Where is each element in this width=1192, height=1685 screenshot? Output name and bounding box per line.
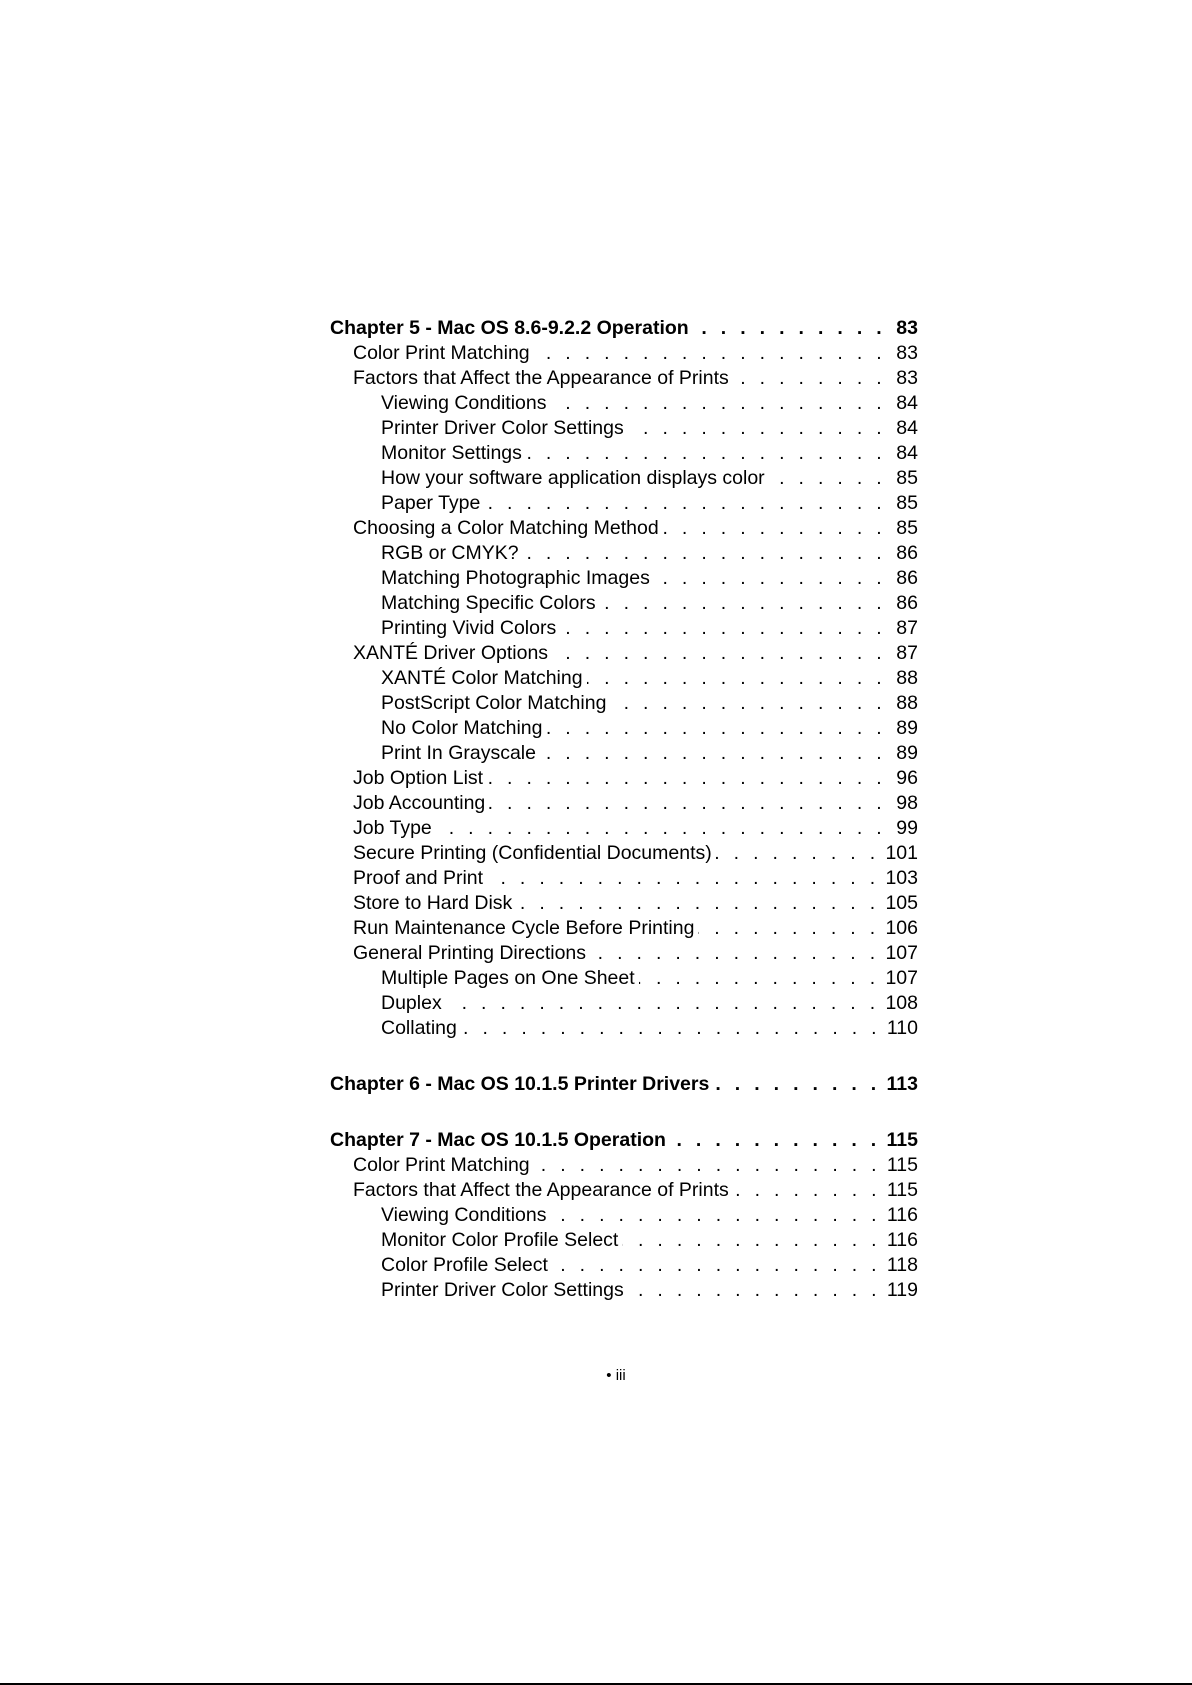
dot-leader bbox=[590, 941, 879, 966]
toc-entry-title: Factors that Affect the Appearance of Prints bbox=[353, 367, 729, 389]
toc-entry bbox=[330, 466, 918, 491]
toc-entry-page: 85 bbox=[896, 517, 918, 539]
dot-leader bbox=[487, 766, 886, 791]
toc-entry-page: 85 bbox=[896, 492, 918, 514]
toc-entry-title: Multiple Pages on One Sheet bbox=[381, 967, 635, 989]
page-number-footer: • iii bbox=[606, 1367, 626, 1384]
dot-leader bbox=[716, 841, 880, 866]
toc-entry-title: Paper Type bbox=[381, 492, 481, 514]
dot-leader bbox=[663, 516, 886, 541]
toc-entry bbox=[330, 441, 918, 466]
toc-entry-title: Matching Specific Colors bbox=[381, 592, 596, 614]
toc-entry-title: Duplex bbox=[381, 992, 442, 1014]
toc-entry-page: 83 bbox=[896, 342, 918, 364]
toc-entry bbox=[330, 1203, 918, 1228]
toc-entry-page: 101 bbox=[885, 842, 918, 864]
toc-entry bbox=[330, 416, 918, 441]
toc-chapter-entry bbox=[330, 1072, 918, 1097]
toc-entry-page: 118 bbox=[886, 1254, 918, 1276]
toc-entry-title: PostScript Color Matching bbox=[381, 692, 607, 714]
toc-entry-page: 98 bbox=[896, 792, 918, 814]
dot-leader bbox=[489, 791, 886, 816]
toc-entry bbox=[330, 991, 918, 1016]
dot-leader bbox=[487, 866, 879, 891]
toc-entry-page: 103 bbox=[885, 867, 918, 889]
toc-entry bbox=[330, 966, 918, 991]
toc-entry bbox=[330, 916, 918, 941]
toc-entry-title: XANTÉ Color Matching bbox=[381, 667, 583, 689]
toc-entry bbox=[330, 391, 918, 416]
toc-entry bbox=[330, 1178, 918, 1203]
dot-leader bbox=[693, 316, 886, 341]
dot-leader bbox=[540, 741, 886, 766]
dot-leader bbox=[628, 1278, 881, 1303]
dot-leader bbox=[769, 466, 886, 491]
toc-entry bbox=[330, 766, 918, 791]
dot-leader bbox=[552, 641, 886, 666]
toc-entry-title: No Color Matching bbox=[381, 717, 543, 739]
toc-entry bbox=[330, 841, 918, 866]
table-of-contents bbox=[330, 316, 918, 1303]
dot-leader bbox=[446, 991, 880, 1016]
toc-entry-page: 85 bbox=[896, 467, 918, 489]
toc-entry-page: 108 bbox=[885, 992, 918, 1014]
dot-leader bbox=[639, 966, 880, 991]
toc-entry-page: 89 bbox=[896, 742, 918, 764]
toc-entry-page: 113 bbox=[886, 1073, 918, 1095]
toc-entry-title: Print In Grayscale bbox=[381, 742, 536, 764]
toc-entry-title: Choosing a Color Matching Method bbox=[353, 517, 659, 539]
toc-entry-title: Monitor Settings bbox=[381, 442, 522, 464]
toc-entry-page: 86 bbox=[896, 542, 918, 564]
toc-entry bbox=[330, 891, 918, 916]
dot-leader bbox=[534, 1153, 881, 1178]
toc-entry-title: How your software application displays color bbox=[381, 467, 765, 489]
toc-entry-title: Monitor Color Profile Select bbox=[381, 1229, 619, 1251]
toc-entry-page: 119 bbox=[886, 1279, 918, 1301]
dot-leader bbox=[551, 1203, 881, 1228]
toc-entry-page: 87 bbox=[896, 617, 918, 639]
toc-entry-title: Proof and Print bbox=[353, 867, 484, 889]
toc-entry bbox=[330, 1253, 918, 1278]
toc-entry bbox=[330, 566, 918, 591]
toc-entry bbox=[330, 666, 918, 691]
toc-entry-page: 96 bbox=[896, 767, 918, 789]
toc-entry-page: 110 bbox=[886, 1017, 918, 1039]
toc-entry-title: Job Option List bbox=[353, 767, 484, 789]
toc-entry-page: 115 bbox=[886, 1179, 918, 1201]
toc-entry-page: 88 bbox=[896, 667, 918, 689]
toc-entry-title: Viewing Conditions bbox=[381, 1204, 547, 1226]
dot-leader bbox=[516, 891, 879, 916]
dot-leader bbox=[551, 391, 887, 416]
toc-entry bbox=[330, 516, 918, 541]
dot-leader bbox=[654, 566, 886, 591]
toc-entry-page: 116 bbox=[886, 1229, 918, 1251]
toc-entry bbox=[330, 716, 918, 741]
toc-entry-page: 115 bbox=[886, 1129, 918, 1151]
toc-entry-title: Matching Photographic Images bbox=[381, 567, 650, 589]
toc-entry-title: Job Type bbox=[353, 817, 432, 839]
dot-leader bbox=[526, 441, 886, 466]
dot-leader bbox=[628, 416, 886, 441]
toc-entry bbox=[330, 341, 918, 366]
toc-entry-page: 83 bbox=[896, 367, 918, 389]
dot-leader bbox=[670, 1128, 881, 1153]
toc-entry-title: Viewing Conditions bbox=[381, 392, 547, 414]
toc-entry-title: Printing Vivid Colors bbox=[381, 617, 557, 639]
toc-entry-page: 87 bbox=[896, 642, 918, 664]
toc-entry bbox=[330, 866, 918, 891]
toc-entry-page: 84 bbox=[896, 417, 918, 439]
toc-entry-page: 106 bbox=[885, 917, 918, 939]
toc-chapter-entry bbox=[330, 316, 918, 341]
toc-entry-title: XANTÉ Driver Options bbox=[353, 642, 549, 664]
toc-entry bbox=[330, 941, 918, 966]
toc-entry-title: Color Print Matching bbox=[353, 1154, 530, 1176]
toc-entry-page: 99 bbox=[896, 817, 918, 839]
toc-entry-page: 84 bbox=[896, 442, 918, 464]
toc-entry bbox=[330, 691, 918, 716]
toc-entry bbox=[330, 816, 918, 841]
toc-entry-title: Chapter 5 - Mac OS 8.6-9.2.2 Operation bbox=[330, 317, 689, 339]
dot-leader bbox=[733, 366, 886, 391]
dot-leader bbox=[610, 691, 886, 716]
toc-entry bbox=[330, 1278, 918, 1303]
toc-entry-page: 88 bbox=[896, 692, 918, 714]
toc-entry bbox=[330, 491, 918, 516]
toc-entry bbox=[330, 791, 918, 816]
dot-leader bbox=[560, 616, 886, 641]
toc-entry bbox=[330, 616, 918, 641]
dot-leader bbox=[552, 1253, 881, 1278]
dot-leader bbox=[534, 341, 886, 366]
toc-entry bbox=[330, 641, 918, 666]
toc-entry-title: Run Maintenance Cycle Before Printing bbox=[353, 917, 695, 939]
dot-leader bbox=[484, 491, 886, 516]
dot-leader bbox=[733, 1178, 881, 1203]
toc-entry-page: 89 bbox=[896, 717, 918, 739]
toc-entry-title: Printer Driver Color Settings bbox=[381, 1279, 624, 1301]
toc-entry-title: Factors that Affect the Appearance of Prints bbox=[353, 1179, 729, 1201]
dot-leader bbox=[622, 1228, 881, 1253]
toc-chapter-entry bbox=[330, 1128, 918, 1153]
toc-entry-page: 107 bbox=[885, 967, 918, 989]
toc-entry-page: 105 bbox=[885, 892, 918, 914]
toc-entry-title: Color Print Matching bbox=[353, 342, 530, 364]
toc-entry-title: General Printing Directions bbox=[353, 942, 587, 964]
dot-leader bbox=[546, 716, 886, 741]
toc-entry-page: 86 bbox=[896, 592, 918, 614]
toc-entry bbox=[330, 366, 918, 391]
toc-entry bbox=[330, 591, 918, 616]
dot-leader bbox=[523, 541, 886, 566]
toc-entry bbox=[330, 1016, 918, 1041]
toc-entry-title: Chapter 7 - Mac OS 10.1.5 Operation bbox=[330, 1129, 666, 1151]
toc-entry-title: RGB or CMYK? bbox=[381, 542, 519, 564]
toc-entry-title: Collating bbox=[381, 1017, 457, 1039]
dot-leader bbox=[587, 666, 886, 691]
dot-leader bbox=[436, 816, 886, 841]
toc-entry bbox=[330, 541, 918, 566]
toc-entry-title: Chapter 6 - Mac OS 10.1.5 Printer Drivers bbox=[330, 1073, 710, 1095]
toc-entry bbox=[330, 1228, 918, 1253]
toc-entry-page: 84 bbox=[896, 392, 918, 414]
toc-entry-title: Printer Driver Color Settings bbox=[381, 417, 624, 439]
dot-leader bbox=[698, 916, 879, 941]
toc-entry bbox=[330, 1153, 918, 1178]
dot-leader bbox=[461, 1016, 881, 1041]
toc-entry-title: Job Accounting bbox=[353, 792, 486, 814]
toc-entry-page: 116 bbox=[886, 1204, 918, 1226]
toc-entry-title: Secure Printing (Confidential Documents) bbox=[353, 842, 712, 864]
toc-entry-page: 86 bbox=[896, 567, 918, 589]
dot-leader bbox=[600, 591, 886, 616]
toc-entry-title: Store to Hard Disk bbox=[353, 892, 513, 914]
toc-entry bbox=[330, 741, 918, 766]
toc-entry-page: 115 bbox=[886, 1154, 918, 1176]
toc-entry-title: Color Profile Select bbox=[381, 1254, 548, 1276]
toc-entry-page: 107 bbox=[885, 942, 918, 964]
dot-leader bbox=[713, 1072, 880, 1097]
toc-entry-page: 83 bbox=[896, 317, 918, 339]
